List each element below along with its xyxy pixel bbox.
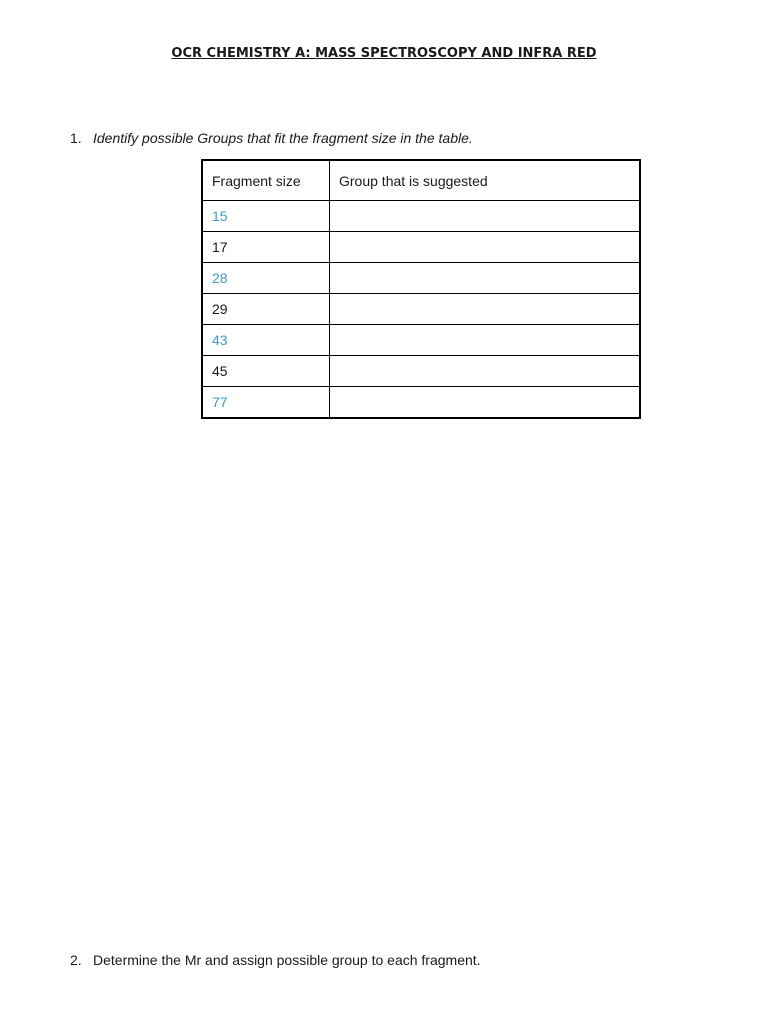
group-cell[interactable] [330,263,641,294]
table-row [202,325,640,356]
table-row [202,387,640,419]
table-row [202,356,640,387]
question-2-number: 2. [70,952,82,968]
header-group-suggested: Group that is suggested [330,160,641,201]
question-1-number: 1. [70,130,82,146]
fragment-cell: 77 [202,387,330,419]
page-title: OCR CHEMISTRY A: MASS SPECTROSCOPY AND INFRA RED [171,46,597,61]
group-cell[interactable] [330,387,641,419]
question-1-text: Identify possible Groups that fit the fragment size in the table. [93,130,473,146]
fragment-cell: 17 [202,232,330,263]
group-cell[interactable] [330,294,641,325]
table-header-row [202,160,640,201]
fragment-cell: 29 [202,294,330,325]
table-row [202,232,640,263]
group-cell[interactable] [330,325,641,356]
group-cell[interactable] [330,356,641,387]
group-cell[interactable] [330,201,641,232]
question-1 [70,130,473,146]
fragment-cell: 43 [202,325,330,356]
fragment-cell: 45 [202,356,330,387]
table-row [202,263,640,294]
question-2 [70,952,481,968]
fragment-cell: 28 [202,263,330,294]
group-cell[interactable] [330,232,641,263]
fragment-cell: 15 [202,201,330,232]
fragment-table [201,159,641,419]
header-fragment-size: Fragment size [202,160,330,201]
table-row [202,294,640,325]
question-2-text: Determine the Mr and assign possible group to each fragment. [93,952,481,968]
table-row [202,201,640,232]
